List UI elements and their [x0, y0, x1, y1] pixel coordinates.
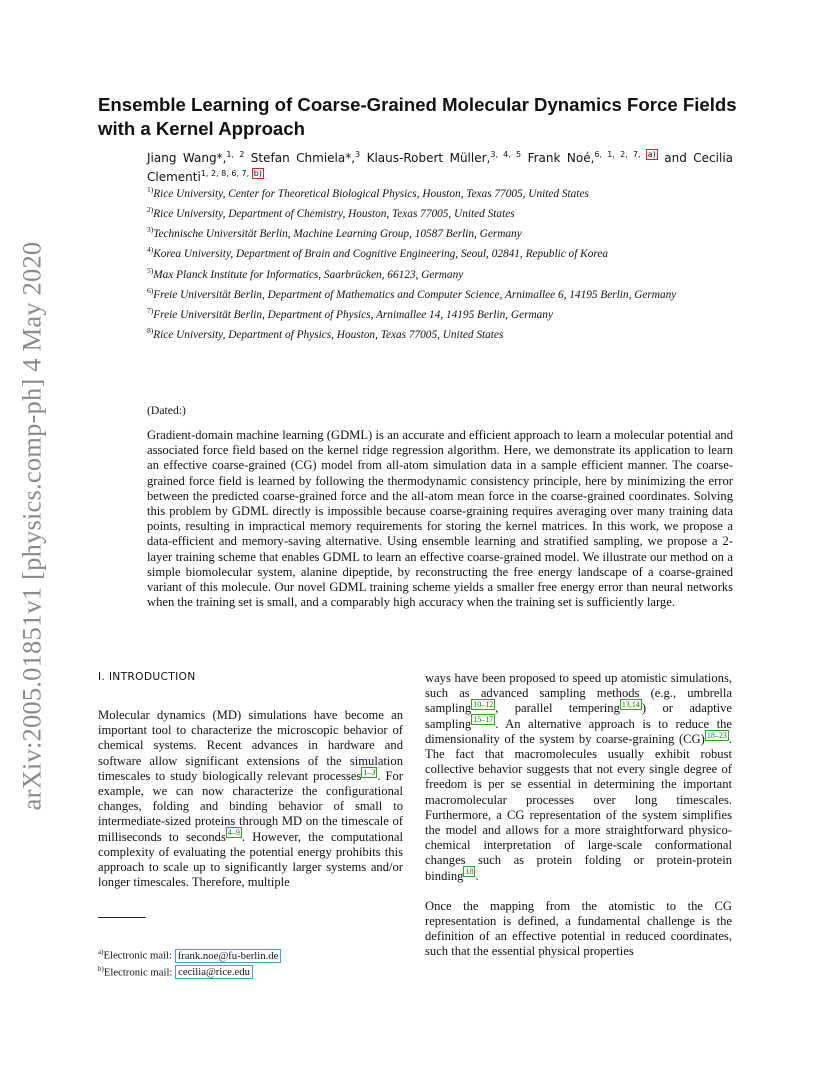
citation-link[interactable]: 10–12 [473, 700, 494, 710]
footnote-link[interactable]: b) [253, 169, 262, 178]
arxiv-identifier-stamp [14, 236, 50, 816]
affiliation [147, 283, 737, 303]
affiliation [147, 242, 737, 262]
text-run: . An alternative approach is to reduce the dimensionality of the system by coarse-graining (CG) [425, 716, 732, 746]
footnote-text: Electronic mail: [103, 949, 175, 962]
affiliation-number: 7) [147, 305, 154, 315]
affiliation-number: 3) [147, 225, 154, 235]
affiliation-list [147, 182, 737, 343]
section-heading: I. INTRODUCTION [98, 670, 196, 683]
author-affiliation-marks: 1, 2 [226, 150, 245, 159]
author-name: Frank Noé, [521, 151, 595, 165]
paper-title: Ensemble Learning of Coarse-Grained Molecular Dynamics Force Fields with a Kernel Approach [98, 94, 737, 139]
abstract: Gradient-domain machine learning (GDML) is an accurate and efficient approach to learn a molecular potential and associated force field based on the kernel ridge regression algorithm. Here, we demonstrate its application to learn an effective coarse-grained (CG) model from all-atom simulation data in a sample efficient manner. The coarse-grained force field is learned by following the thermodynamic consistency principle, here by minimizing the error between the predicted coarse-grained force and the all-atom mean force in the coarse-grained coordinates. Solving this problem by GDML directly is impossible because coarse-graining requires averaging over many training data points, resulting in impractical memory requirements for storing the kernel matrices. In this work, we propose a data-efficient and memory-saving alternative. Using ensemble learning and stratified sampling, we propose a 2-layer training scheme that enables GDML to learn an effective coarse-grained model. We illustrate our method on a simple biomolecular system, alanine dipeptide, by reconstructing the free energy landscape of a coarse-grained variant of this molecule. Our novel GDML training scheme yields a smaller free energy error than neural networks when the training set is small, and a comparably high accuracy when the training set is sufficiently large. [147, 428, 733, 610]
footnote [98, 946, 398, 963]
right-column [425, 671, 732, 960]
footnote-label: b) [98, 964, 104, 973]
affiliation-number: 4) [147, 245, 154, 255]
text-run: , parallel tempering [495, 701, 620, 716]
text-run: . For example, we can now characterize the configurational changes, folding and binding behavior of small to intermediate-sized proteins through MD on the timescale of milliseconds to seconds [98, 768, 403, 844]
author-list [147, 147, 733, 185]
text-run: ) or adaptive sampling [425, 701, 732, 731]
affiliation-text: Freie Universität Berlin, Department of Physics, Arnimallee 14, 14195 Berlin, Germany [153, 308, 553, 321]
dated-line: (Dated:) [147, 404, 186, 417]
citation-link[interactable]: 4–9 [227, 828, 240, 838]
text-run: . The fact that macromolecules usually exhibit robust collective behavior suggests that not every single degree of freedom is per se essential in determining the important macromolecular processes over long timescales. Furthermore, a CG representation of the system simplifies the model and allows for a more straightforward physico-chemical interpretation of large-scale conformational changes such as protein folding or protein-protein binding [425, 731, 732, 883]
citation-link[interactable]: 18–23 [706, 730, 727, 740]
affiliation [147, 222, 737, 242]
text-run: Molecular dynamics (MD) simulations have become an important tool to characterize the microscopic behavior of chemical systems. Recent advances in hardware and software allow significant extensions of the simulation timescales to study biologically relevant processes [98, 708, 403, 783]
footnote [98, 963, 398, 980]
affiliation [147, 182, 737, 202]
affiliation-text: Rice University, Center for Theoretical Biological Physics, Houston, Texas 77005, United States [153, 187, 589, 200]
author-affiliation-marks: 1, 2, 8, 6, 7, [200, 169, 252, 178]
footnote-link[interactable]: a) [647, 150, 656, 159]
email-link[interactable]: frank.noe@fu-berlin.de [175, 949, 282, 963]
affiliation-number: 6) [147, 285, 154, 295]
arxiv-identifier-text: arXiv:2005.01851v1 [physics.comp-ph] 4 May 2020 [16, 241, 47, 811]
affiliation-number: 1) [147, 185, 154, 194]
footnote-label: a) [98, 948, 104, 956]
citation-link[interactable]: 15–17 [473, 715, 494, 725]
affiliation-number: 8) [147, 326, 154, 336]
author-affiliation-marks: 3, 4, 5 [490, 150, 522, 159]
email-link[interactable]: cecilia@rice.edu [175, 965, 253, 979]
author-affiliation-marks: 3 [355, 150, 361, 159]
affiliation-text: Max Planck Institute for Informatics, Saarbrücken, 66123, Germany [153, 268, 464, 281]
affiliation-text: Korea University, Department of Brain and Cognitive Engineering, Seoul, 02841, Republic of Korea [153, 248, 608, 261]
affiliation-text: Freie Universität Berlin, Department of Mathematics and Computer Science, Arnimallee 6, 14195 Berlin, Germany [153, 288, 677, 301]
author-name: and Cecilia Clementi [147, 151, 734, 184]
affiliation-text: Rice University, Department of Physics, Houston, Texas 77005, United States [153, 328, 504, 341]
footnote-rule [98, 917, 146, 918]
footnotes [98, 946, 398, 979]
text-run: ways have been proposed to speed up atomistic simulations, such as advanced sampling methods (e.g., umbrella sampling [425, 671, 732, 716]
affiliation [147, 202, 737, 222]
affiliation-number: 2) [147, 205, 154, 215]
author-name: Klaus-Robert Müller, [360, 151, 491, 165]
affiliation [147, 263, 737, 283]
citation-link[interactable]: 1–3 [363, 767, 376, 777]
affiliation-number: 5) [147, 265, 154, 275]
left-column [98, 708, 403, 890]
paragraph [98, 708, 403, 890]
author-name: Stefan Chmiela*, [244, 151, 356, 165]
affiliation-text: Rice University, Department of Chemistry, Houston, Texas 77005, United States [153, 207, 515, 220]
citation-link[interactable]: 18 [465, 867, 474, 877]
affiliation [147, 303, 737, 323]
author-affiliation-marks: 6, 1, 2, 7, [594, 150, 646, 159]
paragraph: Once the mapping from the atomistic to the CG representation is defined, a fundamental challenge is the definition of an effective potential in reduced coordinates, such that the essential physical properties [425, 898, 732, 959]
author-name: Jiang Wang*, [147, 151, 227, 165]
text-run: . However, the computational complexity of evaluating the potential energy prohibits this approach to scale up to significantly larger systems and/or longer timescales. Therefore, multiple [98, 829, 403, 890]
footnote-text: Electronic mail: [103, 966, 176, 979]
affiliation-text: Technische Universität Berlin, Machine Learning Group, 10587 Berlin, Germany [153, 228, 522, 241]
affiliation [147, 323, 737, 343]
citation-link[interactable]: 13,14 [621, 700, 640, 710]
paragraph [425, 671, 732, 884]
text-run: . [475, 868, 479, 883]
